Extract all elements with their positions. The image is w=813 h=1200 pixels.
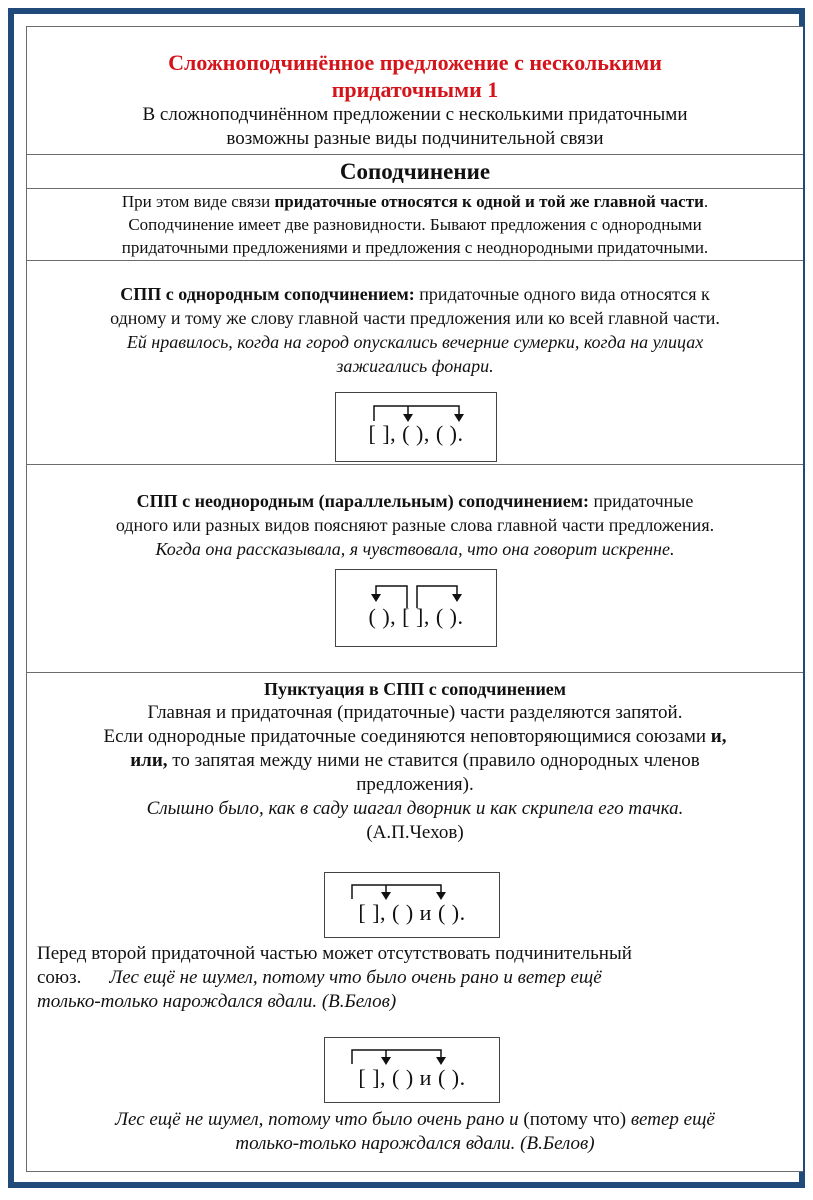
scheme-punctuation-2 [324,1037,500,1103]
divider [27,672,803,673]
definition-line-3: придаточными предложениями и предложения с неоднородными придаточными. [121,238,709,257]
example-2-line-1: Лес ещё не шумел, потому что было очень рано и ветер ещё [109,967,602,988]
rule-3-block [37,942,797,1014]
example-line-1: Ей нравилось, когда на город опускались вечерние сумерки, когда на улицах [126,332,704,352]
divider [27,154,803,155]
term-description-line-2: одного или разных видов поясняют разные слова главной части предложения. [115,515,715,535]
scheme-formula: ( ), [ ], ( ). [368,604,464,629]
definition-bold: придаточные относятся к одной и той же главной части [274,192,704,211]
homogeneous-block [27,282,803,378]
example-1: Слышно было, как в саду шагал дворник и как скрипела его тачка. [146,798,684,819]
scheme-heterogeneous [335,569,497,647]
term-heterogeneous: СПП с неоднородным (параллельным) соподчинением: [136,491,590,511]
rule-3-line-1: Перед второй придаточной частью может отсутствовать подчинительный [37,943,632,964]
example-3-block [27,1108,803,1156]
heterogeneous-block [27,489,803,561]
rule-3-text: союз. [37,967,82,988]
definition-block [27,190,803,259]
header [27,49,803,151]
divider [27,188,803,189]
example-3-text: ветер ещё [626,1109,715,1130]
example: Когда она рассказывала, я чувствовала, что она говорит искренне. [155,539,675,559]
content-box [26,26,803,1172]
definition-text: При этом виде связи [121,192,275,211]
term-description: придаточные одного вида относятся к [414,284,710,304]
definition-line-2: Соподчинение имеет две разновидности. Бывают предложения с однородными [128,215,702,234]
page-frame [8,8,805,1188]
punctuation-block [27,677,803,845]
section-heading-text: Соподчинение [339,159,491,184]
term-description: придаточные [589,491,694,511]
rule-2-line-3: предложения). [356,774,474,795]
scheme-formula: [ ], ( ) и ( ). [358,1065,466,1090]
example-3-insert: (потому что) [523,1109,627,1130]
definition-text: . [703,192,709,211]
example-1-author: (А.П.Чехов) [366,822,464,843]
rule-2-text: то запятая между ними не ставится (правило однородных членов [167,750,700,771]
example-3-line-2: только-только нарождался вдали. (В.Белов) [235,1133,595,1154]
punctuation-heading: Пунктуация в СПП с соподчинением [263,679,567,699]
intro-line-2: возможны разные виды подчинительной связи [226,128,604,149]
example-line-2: зажигались фонари. [336,356,494,376]
rule-2-text: Если однородные придаточные соединяются неповторяющимися союзами [103,726,711,747]
term-description-line-2: одному и тому же слову главной части предложения или ко всей главной части. [110,308,720,328]
page-title-line2: придаточными 1 [331,77,499,102]
rule-2-bold: или, [130,750,168,771]
rule-2-bold: и, [710,726,727,747]
example-2-line-2: только-только нарождался вдали. (В.Белов) [37,991,397,1012]
example-3-text: Лес ещё не шумел, потому что было очень рано и [115,1109,524,1130]
divider [27,464,803,465]
scheme-formula: [ ], ( ) и ( ). [358,900,466,925]
section-heading [27,158,803,186]
term-homogeneous: СПП с однородным соподчинением: [120,284,415,304]
scheme-homogeneous [335,392,497,462]
intro-line-1: В сложноподчинённом предложении с несколькими придаточными [142,104,688,125]
rule-1: Главная и придаточная (придаточные) части разделяются запятой. [147,702,683,723]
scheme-punctuation-1 [324,872,500,938]
page-title: Сложноподчинённое предложение с несколькими [168,50,662,75]
scheme-formula: [ ], ( ), ( ). [368,421,464,446]
divider [27,260,803,261]
